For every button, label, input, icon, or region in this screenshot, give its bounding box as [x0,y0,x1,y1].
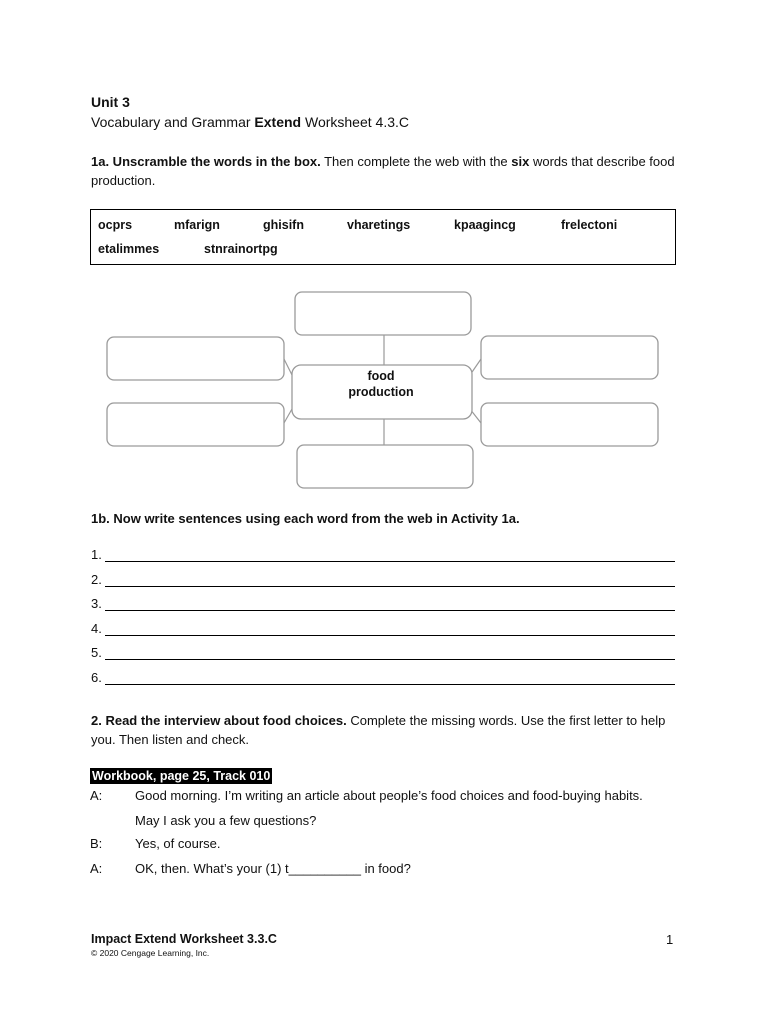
dialogue-speaker: B: [90,836,103,851]
activity-2-instruction [91,711,681,749]
scrambled-word: frelectoni [561,218,618,232]
line-number: 1. [91,547,102,562]
web-blank-right-bottom[interactable] [481,403,658,446]
scrambled-word: mfarign [174,218,220,232]
web-center-line2: production [348,385,414,399]
dialogue-line: Good morning. I’m writing an article about people’s food choices and food-buying habits. [135,788,643,803]
scrambled-word: ocprs [98,218,133,232]
scrambled-word: stnrainortpg [204,242,278,256]
word-box [90,209,676,265]
write-line[interactable] [105,659,675,660]
answer-line[interactable] [91,547,675,565]
subtitle-post: Worksheet 4.3.C [301,114,409,130]
scrambled-word: vharetings [347,218,411,232]
web-center-label [292,368,470,400]
write-line[interactable] [105,561,675,562]
line-number: 4. [91,621,102,636]
footer-copyright: © 2020 Cengage Learning, Inc. [91,948,210,958]
web-blank-left-top[interactable] [107,337,284,380]
write-line[interactable] [105,586,675,587]
dialogue-line: OK, then. What’s your (1) t__________ in food? [135,861,411,876]
dialogue-line: May I ask you a few questions? [135,813,317,828]
web-blank-bottom[interactable] [297,445,473,488]
worksheet-subtitle [91,114,409,130]
line-number: 6. [91,670,102,685]
web-blank-right-top[interactable] [481,336,658,379]
write-line[interactable] [105,610,675,611]
scrambled-word: ghisifn [263,218,304,232]
unit-heading: Unit 3 [91,94,130,110]
activity-1b-instruction: 1b. Now write sentences using each word from the web in Activity 1a. [91,511,520,526]
dialogue-line: Yes, of course. [135,836,221,851]
workbook-reference: Workbook, page 25, Track 010 [92,769,271,783]
line-number: 5. [91,645,102,660]
answer-line[interactable] [91,645,675,663]
write-line[interactable] [105,684,675,685]
answer-line[interactable] [91,572,675,590]
web-center-line1: food [367,369,395,383]
write-line[interactable] [105,635,675,636]
activity-2-text: Complete the missing words. Use the first letter to help you. Then listen and check. [91,713,666,747]
subtitle-pre: Vocabulary and Grammar [91,114,255,130]
footer-title: Impact Extend Worksheet 3.3.C [91,932,277,946]
answer-line[interactable] [91,596,675,614]
scrambled-word: etalimmes [98,242,160,256]
dialogue-speaker: A: [90,788,103,803]
activity-2-lead: 2. Read the interview about food choices. [91,713,347,728]
web-blank-top[interactable] [295,292,471,335]
activity-1a-instruction [91,152,681,190]
web-blank-left-bottom[interactable] [107,403,284,446]
dialogue-speaker: A: [90,861,103,876]
activity-1a-text-mid: Then complete the web with the [320,154,512,169]
line-number: 2. [91,572,102,587]
subtitle-bold: Extend [254,114,302,130]
activity-1a-lead: 1a. Unscramble the words in the box. [91,154,321,169]
activity-1a-six: six [511,154,530,169]
scrambled-word: kpaagincg [454,218,516,232]
activity-1a-text-end: words that describe food production. [91,154,675,188]
line-number: 3. [91,596,102,611]
answer-line[interactable] [91,670,675,688]
page-number: 1 [666,932,674,947]
answer-line[interactable] [91,621,675,639]
